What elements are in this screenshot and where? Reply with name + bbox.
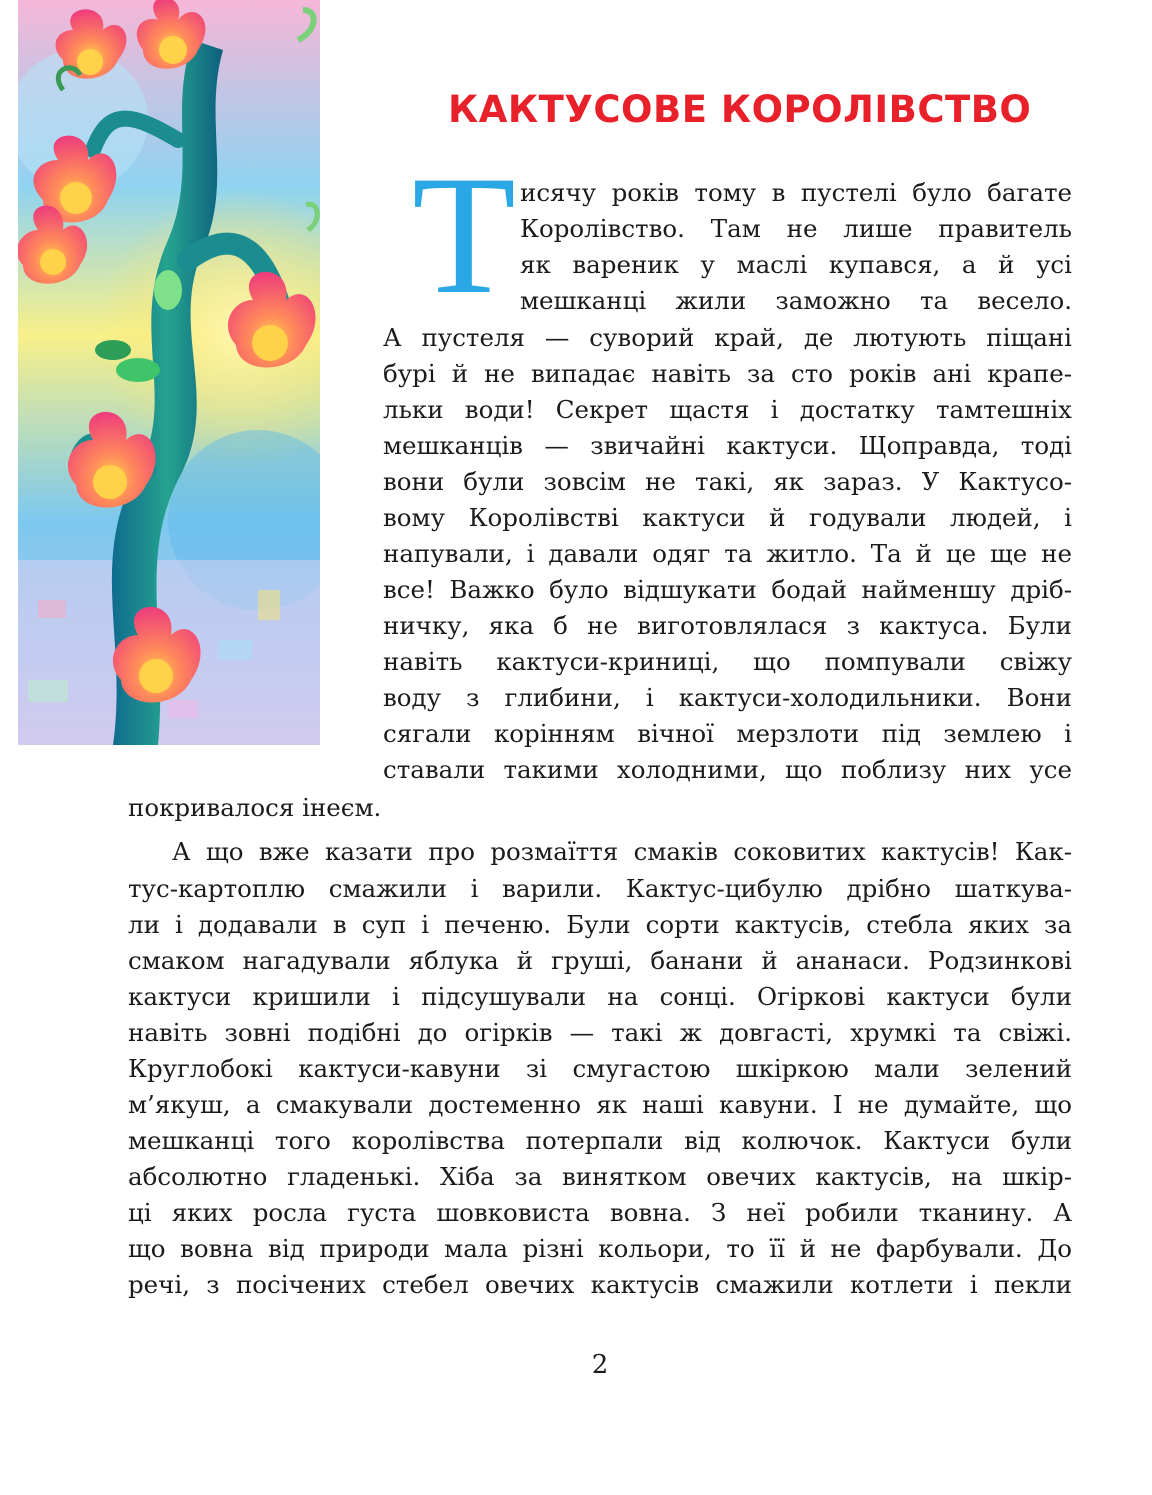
text-line: як вареник у маслі купався, а й усі <box>520 250 1072 279</box>
text-line: А що вже казати про розмаїття смаків соковитих кактусів! Как- <box>172 837 1072 866</box>
text-line: напували, і давали одяг та житло. Та й це ще не <box>383 539 1072 568</box>
text-line: навіть зовні подібні до огірків — такі ж довгасті, хрумкі та свіжі. <box>128 1018 1072 1047</box>
text-line: смаком нагадували яблука й груші, банани й ананаси. Родзинкові <box>128 946 1072 975</box>
page-number: 2 <box>591 1350 609 1380</box>
text-line: що вовна від природи мала різні кольори, то її й не фарбували. До <box>128 1234 1072 1263</box>
text-line: покривалося інеєм. <box>128 793 382 822</box>
text-line: вому Королівстві кактуси й годували людей, і <box>383 503 1072 532</box>
text-line: кактуси кришили і підсушували на сонці. Огіркові кактуси були <box>128 982 1072 1011</box>
text-line: воду з глибини, і кактуси-холодильники. Вони <box>383 683 1072 712</box>
text-line: мешканці жили заможно та весело. <box>520 286 1072 315</box>
text-line: абсолютно гладенькі. Хіба за винятком овечих кактусів, на шкір- <box>128 1162 1072 1191</box>
text-line: льки води! Секрет щастя і достатку тамтешніх <box>383 395 1072 424</box>
text-line: ли і додавали в суп і печеню. Були сорти кактусів, стебла яких за <box>128 910 1072 939</box>
text-line: исячу років тому в пустелі було багате <box>520 178 1072 207</box>
text-line: тус-картоплю смажили і варили. Кактус-цибулю дрібно шаткува- <box>128 874 1072 903</box>
text-line: речі, з посічених стебел овечих кактусів смажили котлети і пекли <box>128 1270 1072 1299</box>
fantasy-tree-illustration <box>18 0 320 745</box>
page-title: КАКТУСОВЕ КОРОЛІВСТВО <box>448 88 1032 131</box>
drop-cap-letter: Т <box>412 141 516 329</box>
text-line: Королівство. Там не лише правитель <box>520 214 1072 243</box>
text-line: мешканців — звичайні кактуси. Щоправда, тоді <box>383 431 1072 460</box>
text-line: ці яких росла густа шовковиста вовна. З неї робили тканину. А <box>128 1198 1072 1227</box>
text-line: ничку, яка б не виготовлялася з кактуса. Були <box>383 611 1072 640</box>
text-line: Круглобокі кактуси-кавуни зі смугастою шкіркою мали зелений <box>128 1054 1072 1083</box>
text-line: бурі й не випадає навіть за сто років ані крапе- <box>383 359 1072 388</box>
text-line: все! Важко було відшукати бодай найменшу дріб- <box>383 575 1072 604</box>
text-line: вони були зовсім не такі, як зараз. У Кактусо- <box>383 467 1072 496</box>
text-line: мешканці того королівства потерпали від колючок. Кактуси були <box>128 1126 1072 1155</box>
text-line: ставали такими холодними, що поблизу них усе <box>383 755 1072 784</box>
text-line: сягали корінням вічної мерзлоти під землею і <box>383 719 1072 748</box>
text-line: м’якуш, а смакували достеменно як наші кавуни. І не думайте, що <box>128 1090 1072 1119</box>
text-line: А пустеля — суворий край, де лютують піщані <box>383 323 1072 352</box>
text-line: навіть кактуси-криниці, що помпували свіжу <box>383 647 1072 676</box>
